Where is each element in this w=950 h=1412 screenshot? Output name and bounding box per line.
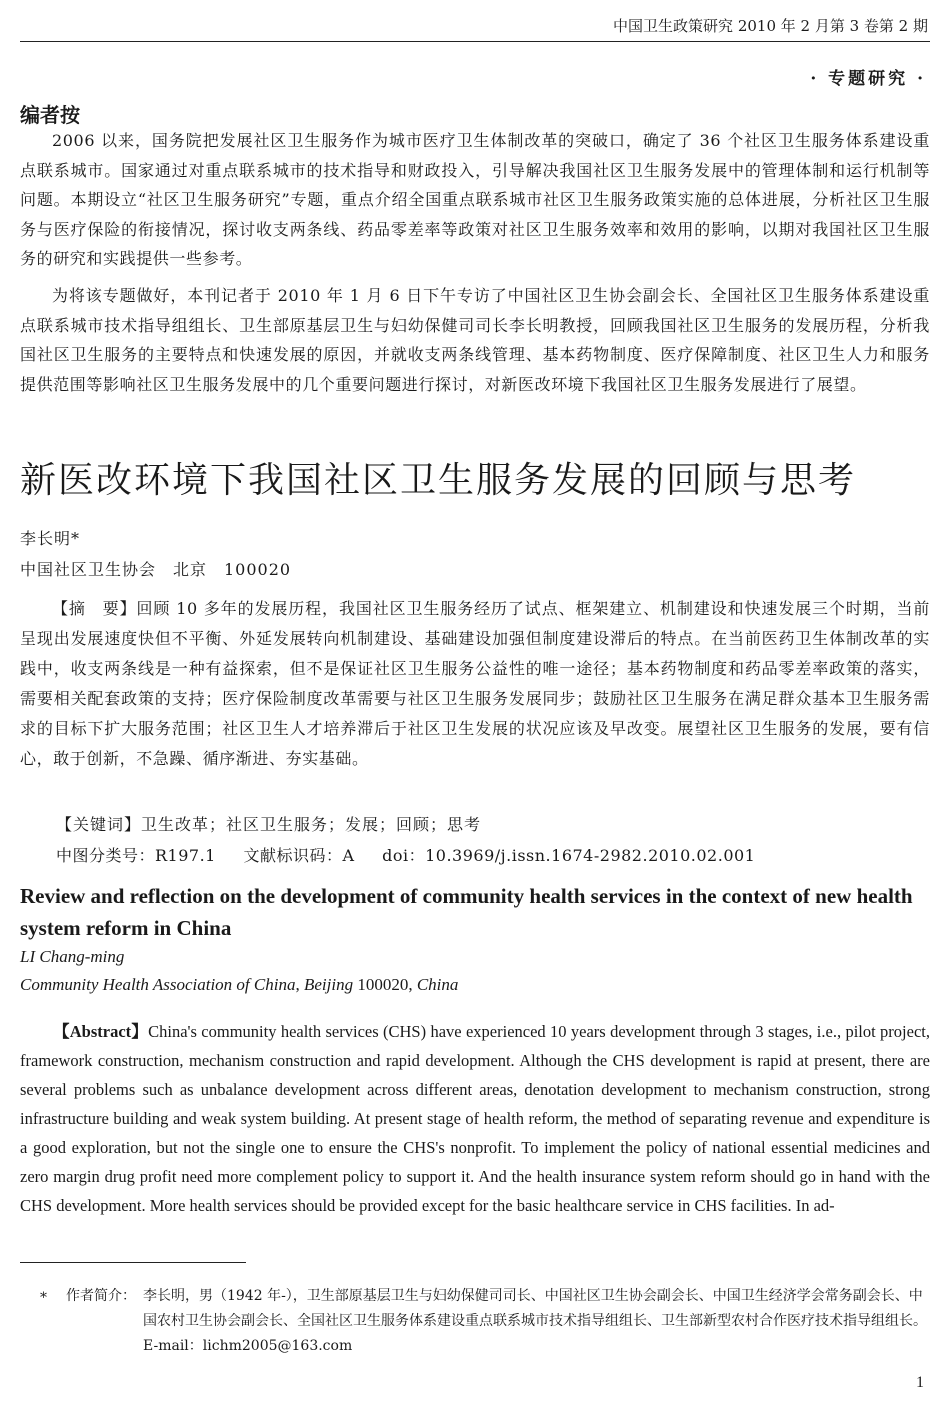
affiliation-en-country: China [416,975,459,994]
affiliation-en-city: Beijing [303,975,354,994]
affiliation-en-org: Community Health Association of China [20,975,296,994]
clc-number: 中图分类号：R197.1 [56,846,216,865]
abstract-en-text: China's community health services (CHS) have experienced 10 years development through 3 stages, i.e., pilot project, framework construction, mechanism construction and rapid development. Although the CHS development is rapid at present, there are several problems such as unbalance development across different areas, denotation development to mechanism construction, strong infrastructure building and weak system building. At present stage of health reform, the method of separating revenue and expenditure is a good exploration, but not the single one to ensure the CHS's nonprofit. To implement the policy of national essential medicines and zero margin drug profit need more complement policy to support it. And the health insurance system reform should go in hand with the CHS development. More health services should be provided except for the basic healthcare service in CHS facilities. In ad- [20,1022,930,1215]
article-title-zh: 新医改环境下我国社区卫生服务发展的回顾与思考 [20,460,857,501]
doi: doi：10.3969/j.issn.1674-2982.2010.02.001 [382,846,756,865]
abstract-en [20,1017,930,1220]
abstract-zh: 【摘 要】回顾 10 多年的发展历程，我国社区卫生服务经历了试点、框架建立、机制建设和快速发展三个时期，当前呈现出发展速度快但不平衡、外延发展转向机制建设、基础建设加强但制度建设滞后的特点。在当前医药卫生体制改革的实践中，收支两条线是一种有益探索，但不是保证社区卫生服务公益性的唯一途径；基本药物制度和药品零差率政策的落实，需要相关配套政策的支持；医疗保险制度改革需要与社区卫生服务发展同步；鼓励社区卫生服务在满足群众基本卫生服务需求的目标下扩大服务范围；社区卫生人才培养滞后于社区卫生发展的状况应该及早改变。展望社区卫生服务的发展，要有信心，敢于创新，不急躁、循序渐进、夯实基础。 [20,599,930,768]
document-code: 文献标识码：A [243,846,355,865]
footnote-rule [20,1262,246,1263]
editor-note-paragraph-1: 2006 以来，国务院把发展社区卫生服务作为城市医疗卫生体制改革的突破口，确定了 36 个社区卫生服务体系建设重点联系城市。国家通过对重点联系城市的技术指导和财政投入，引导解决我国社区卫生服务发展中的管理体制和运行机制等问题。本期设立“社区卫生服务研究”专题，重点介绍全国重点联系城市社区卫生服务政策实施的总体进展，分析社区卫生服务与医疗保险的衔接情况，探讨收支两条线、药品零差率等政策对社区卫生服务效率和效用的影响，以期对我国社区卫生服务的研究和实践提供一些参考。 [20,131,930,268]
classification-line [56,843,777,866]
footnote-text: 李长明，男（1942 年-），卫生部原基层卫生与妇幼保健司司长、中国社区卫生协会副会长、中国卫生经济学会常务副会长、中国农村卫生协会副会长、全国社区卫生服务体系建设重点联系城市技术指导组组长、卫生部新型农村合作医疗技术指导组组长。E-mail：lichm2005@163.com [143,1288,927,1354]
editor-note-paragraph-2: 为将该专题做好，本刊记者于 2010 年 1 月 6 日下午专访了中国社区卫生协会副会长、全国社区卫生服务体系建设重点联系城市技术指导组组长、卫生部原基层卫生与妇幼保健司司长李长明教授，回顾我国社区卫生服务的发展历程，分析我国社区卫生服务的主要特点和快速发展的原因，并就收支两条线管理、基本药物制度、医疗保障制度、社区卫生人力和服务提供范围等影响社区卫生服务发展中的几个重要问题进行探讨，对新医改环境下我国社区卫生服务发展进行了展望。 [20,286,930,394]
author-en: LI Chang-ming [20,947,125,966]
editor-note-heading: 编者按 [20,103,80,127]
footnote-label: 作者简介： [66,1288,136,1304]
affiliation-en-sep: , [295,975,304,994]
page-number: 1 [916,1374,924,1391]
journal-issue-header: 中国卫生政策研究 2010 年 2 月第 3 卷第 2 期 [613,17,928,35]
header-rule [20,41,930,42]
footnote-mark: * [40,1290,47,1306]
affiliation-zh: 中国社区卫生协会 北京 100020 [20,560,292,579]
affiliation-en-postcode: 100020, [353,975,417,994]
article-title-en: Review and reflection on the development of community health services in the context of new health system reform in China [20,884,913,940]
author-zh: 李长明* [20,529,81,548]
keywords-zh: 【关键词】卫生改革；社区卫生服务；发展；回顾；思考 [56,815,482,834]
section-tag: · 专题研究 · [810,69,926,89]
abstract-en-label: 【Abstract】 [53,1022,149,1041]
affiliation-en [20,975,458,995]
author-footnote [40,1284,930,1359]
